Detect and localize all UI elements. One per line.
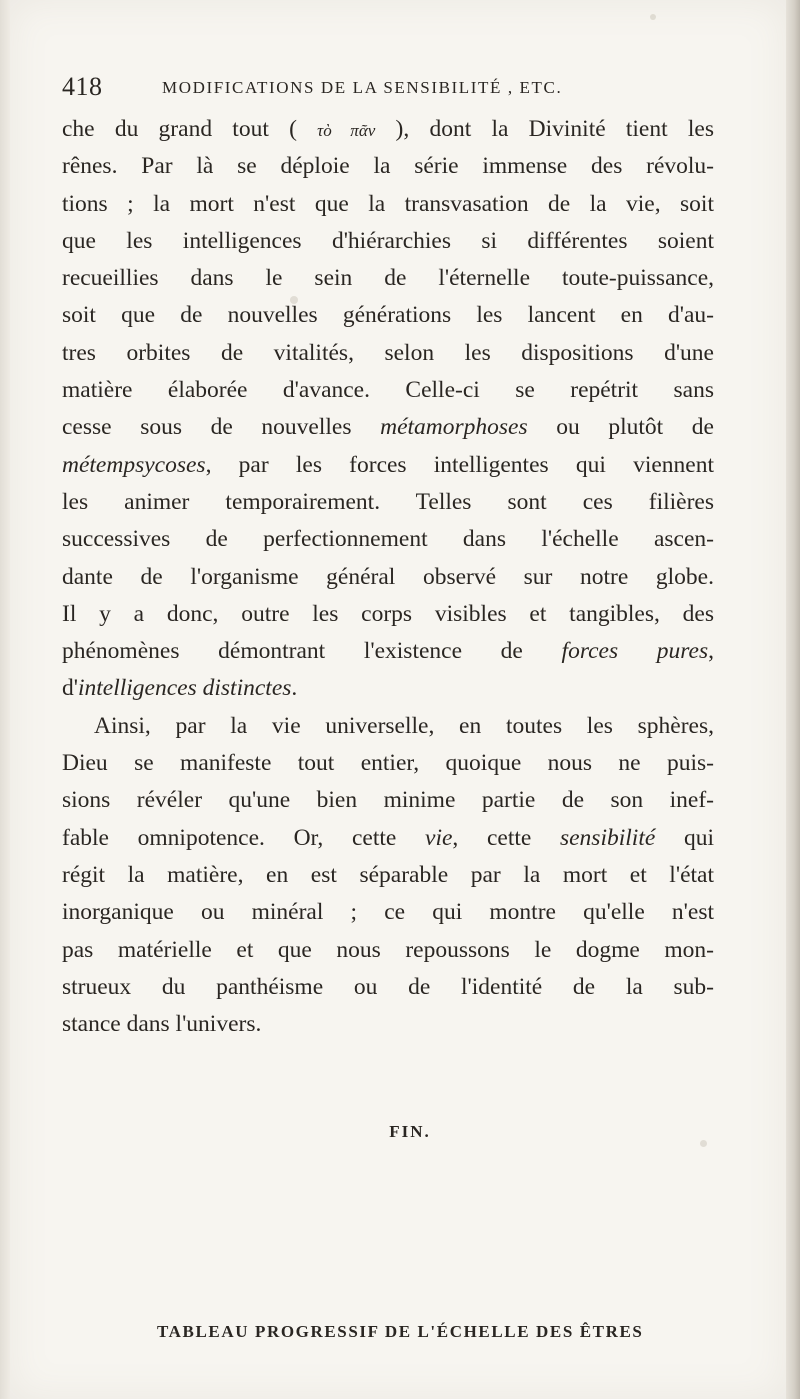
text-segment: soit que de nouvelles générations les lancent en d'au-: [62, 302, 714, 329]
text-line: [62, 559, 714, 596]
next-section-title: TABLEAU PROGRESSIF DE L'ÉCHELLE DES ÊTRES: [157, 1322, 644, 1341]
paper-spot: [650, 14, 656, 20]
text-segment: Ainsi, par la vie universelle, en toutes les sphères,: [94, 712, 714, 739]
text-line: [62, 335, 714, 372]
text-segment: .: [291, 675, 298, 702]
text-segment: ), dont la Divinité tient les: [375, 116, 714, 142]
text-segment: cesse sous de nouvelles: [62, 414, 381, 441]
running-header: [62, 72, 684, 106]
text-line: [62, 596, 714, 633]
text-segment: inorganique ou minéral ; ce qui montre qu'elle n'est: [62, 899, 714, 926]
text-segment: dante de l'organisme général observé sur notre globe.: [62, 563, 714, 590]
text-line: [62, 894, 714, 931]
text-line: [62, 1006, 714, 1043]
text-line: [62, 857, 714, 894]
greek-text: τὸ πᾶν: [317, 121, 376, 140]
text-line: [62, 782, 714, 819]
text-line: [62, 186, 714, 223]
text-line: [62, 670, 714, 707]
page-right-edge: [786, 0, 800, 1399]
text-segment: tres orbites de vitalités, selon les dispositions d'une: [62, 339, 714, 366]
text-segment: les animer temporairement. Telles sont ces filières: [62, 488, 714, 515]
text-line: [62, 820, 714, 857]
text-segment: successives de perfectionnement dans l'échelle ascen-: [62, 526, 714, 553]
text-segment: phénomènes démontrant l'existence de: [62, 638, 562, 665]
paragraph-1: [62, 111, 714, 708]
text-segment: strueux du panthéisme ou de l'identité de la sub-: [62, 973, 714, 1000]
text-line: [62, 932, 714, 969]
text-line: [62, 708, 714, 745]
text-line: [62, 484, 714, 521]
emphasis-text: intelligences distinctes: [77, 675, 292, 702]
text-segment: Il y a donc, outre les corps visibles et tangibles, des: [62, 600, 714, 627]
text-segment: sions révéler qu'une bien minime partie de son inef-: [62, 787, 714, 814]
text-segment: que les intelligences d'hiérarchies si différentes soient: [62, 227, 714, 254]
text-line: [62, 297, 714, 334]
text-line: [62, 447, 714, 484]
text-segment: stance dans l'univers.: [62, 1011, 262, 1038]
text-segment: qui: [655, 824, 714, 851]
body-text: [62, 111, 714, 1043]
text-line: [62, 223, 714, 260]
text-segment: d': [62, 675, 78, 702]
emphasis-text: métamorphoses: [380, 414, 528, 441]
emphasis-text: sensibilité: [559, 824, 656, 851]
end-mark: [0, 1122, 800, 1142]
text-line: [62, 148, 714, 185]
text-segment: ou plutôt de: [527, 414, 714, 441]
text-segment: rênes. Par là se déploie la série immense des révolu-: [62, 153, 714, 180]
text-segment: ,: [708, 638, 714, 665]
text-segment: , par les forces intelligentes qui viennent: [205, 451, 714, 478]
text-line: [62, 260, 714, 297]
text-segment: pas matérielle et que nous repoussons le dogme mon-: [62, 936, 714, 963]
text-segment: Dieu se manifeste tout entier, quoique nous ne puis-: [62, 750, 714, 777]
text-segment: , cette: [452, 824, 560, 851]
text-line: [62, 745, 714, 782]
text-line: [62, 372, 714, 409]
text-line: [62, 521, 714, 558]
text-segment: tions ; la mort n'est que la transvasation de la vie, soit: [62, 190, 714, 217]
page-left-edge: [0, 0, 10, 1399]
text-segment: régit la matière, en est séparable par la mort et l'état: [62, 861, 714, 888]
text-line: [62, 111, 714, 148]
paragraph-2: [62, 708, 714, 1044]
text-line: [62, 409, 714, 446]
emphasis-text: forces pures: [561, 638, 709, 665]
emphasis-text: métempsycoses: [62, 451, 206, 478]
text-line: [62, 969, 714, 1006]
running-title: MODIFICATIONS DE LA SENSIBILITÉ , ETC.: [162, 78, 563, 97]
text-segment: fable omnipotence. Or, cette: [62, 824, 426, 851]
page-number: 418: [62, 72, 103, 101]
text-segment: matière élaborée d'avance. Celle-ci se repétrit sans: [62, 377, 714, 404]
end-mark-text: FIN.: [389, 1122, 431, 1141]
text-line: [62, 633, 714, 670]
text-segment: che du grand tout (: [62, 116, 318, 142]
emphasis-text: vie: [425, 824, 453, 851]
text-segment: recueillies dans le sein de l'éternelle toute-puissance,: [62, 265, 714, 292]
